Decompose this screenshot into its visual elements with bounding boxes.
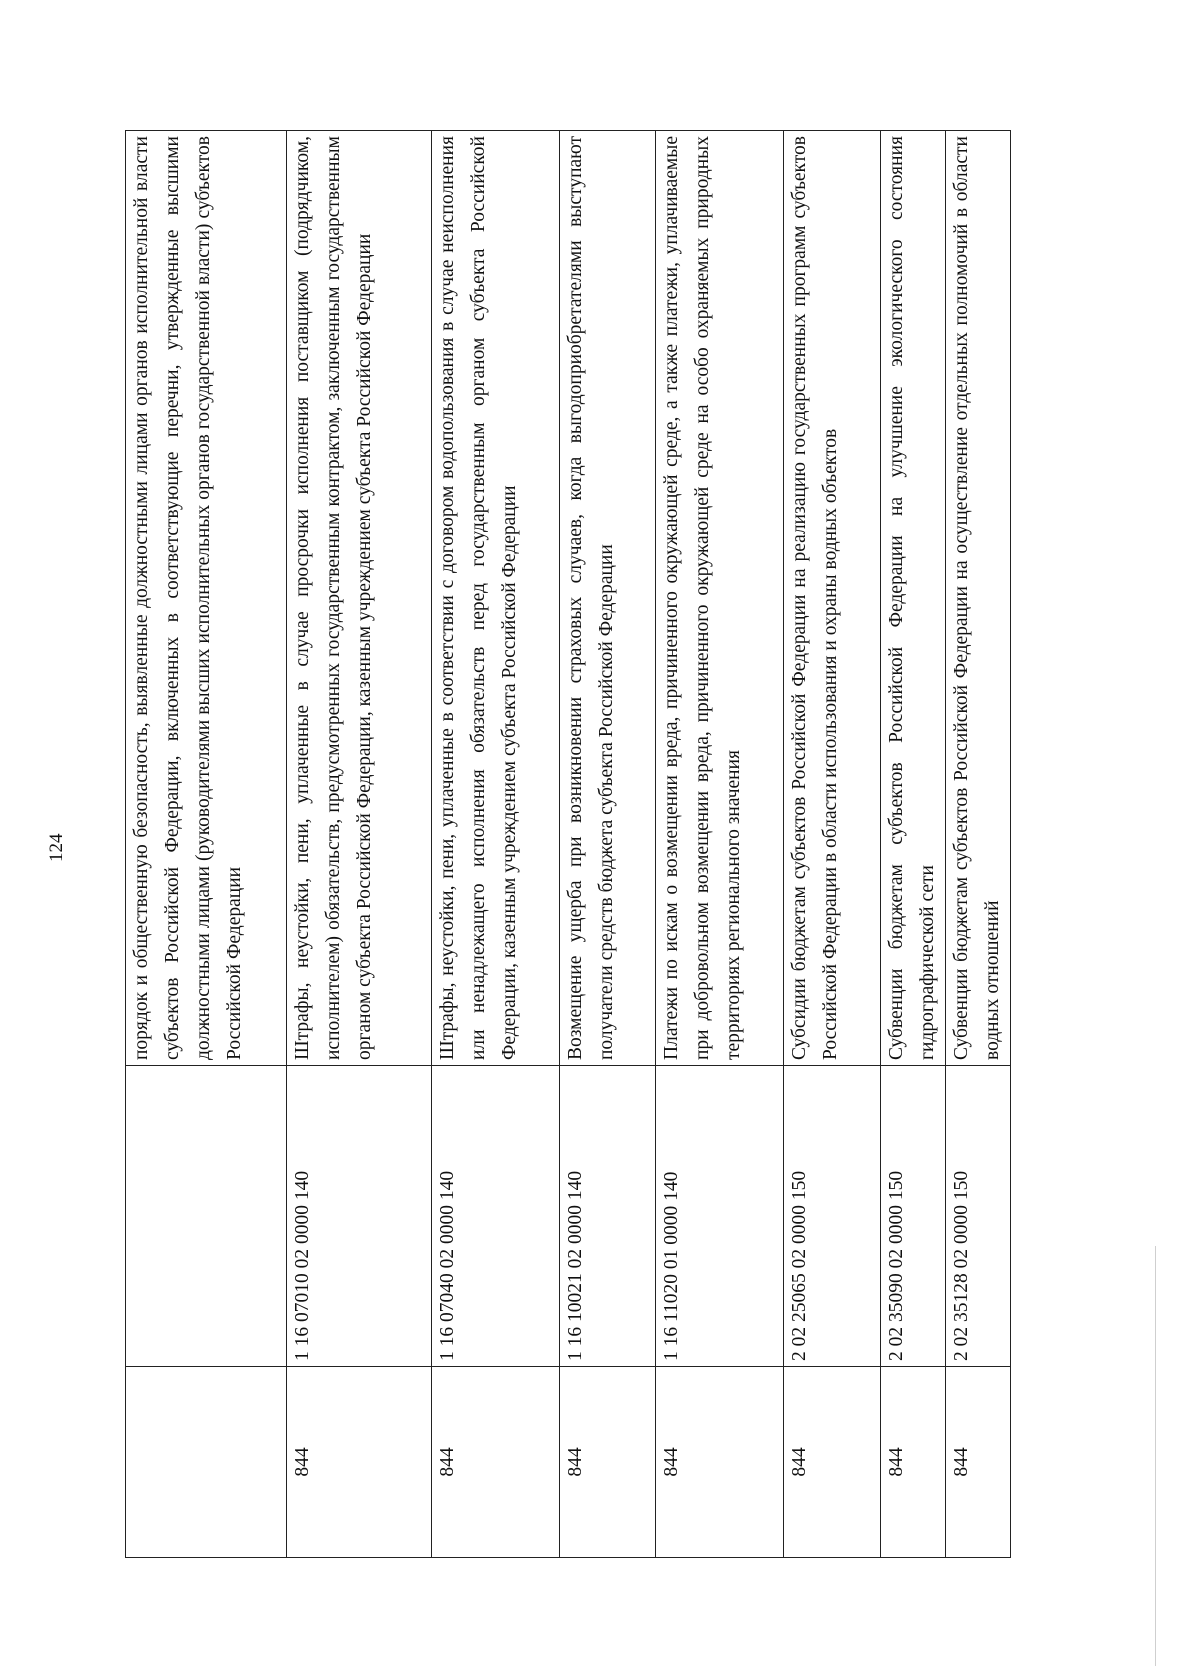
revenue-code-cell: 2 02 35128 02 0000 150: [946, 1066, 1011, 1367]
admin-code-cell: 844: [784, 1367, 881, 1558]
admin-code-cell: 844: [432, 1367, 560, 1558]
revenue-name-cell: Субвенции бюджетам субъектов Российской Федерации на улучшение экологического состояния гидрографической сети: [881, 131, 946, 1066]
revenue-name-cell: Субсидии бюджетам субъектов Российской Федерации на реализацию государственных программ субъектов Российской Федерации в области использования и охраны водных объектов: [784, 131, 881, 1066]
page-number: 124: [46, 833, 67, 862]
revenue-codes-table: [125, 130, 1011, 1558]
revenue-code-cell: 1 16 11020 01 0000 140: [656, 1066, 784, 1367]
revenue-code-cell: 1 16 07040 02 0000 140: [432, 1066, 560, 1367]
admin-code-cell: 844: [881, 1367, 946, 1558]
revenue-code-cell: 1 16 07010 02 0000 140: [287, 1066, 432, 1367]
table-row: [784, 131, 881, 1558]
revenue-name-cell: Возмещение ущерба при возникновении страховых случаев, когда выгодоприобретателями выступают получатели средств бюджета субъекта Российской Федерации: [560, 131, 656, 1066]
admin-code-cell: [126, 1367, 287, 1558]
admin-code-cell: 844: [946, 1367, 1011, 1558]
revenue-name-cell: порядок и общественную безопасность, выявленные должностными лицами органов исполнительной власти субъектов Российской Федерации, включенных в соответствующие перечни, утвержденные высшими должностными лицами (руководителями высших исполнительных органов государственной власти) субъектов Российской Федерации: [126, 131, 287, 1066]
revenue-name-cell: Субвенции бюджетам субъектов Российской Федерации на осуществление отдельных полномочий в области водных отношений: [946, 131, 1011, 1066]
scan-edge-line: [1155, 1246, 1156, 1666]
table-row: [946, 131, 1011, 1558]
table-row: [432, 131, 560, 1558]
table-row: [560, 131, 656, 1558]
rotated-page: [0, 122, 1200, 1672]
admin-code-cell: 844: [656, 1367, 784, 1558]
table-row: [126, 131, 287, 1558]
revenue-name-cell: Штрафы, неустойки, пени, уплаченные в соответствии с договором водопользования в случае неисполнения или ненадлежащего исполнения обязательств перед государственным органом субъекта Российской Федерации, казенным учреждением субъекта Российской Федерации: [432, 131, 560, 1066]
admin-code-cell: 844: [560, 1367, 656, 1558]
revenue-code-cell: 2 02 35090 02 0000 150: [881, 1066, 946, 1367]
revenue-code-cell: 2 02 25065 02 0000 150: [784, 1066, 881, 1367]
revenue-name-cell: Платежи по искам о возмещении вреда, причиненного окружающей среде, а также платежи, уплачиваемые при добровольном возмещении вреда, причиненного окружающей среде на особо охраняемых природных территориях регионального значения: [656, 131, 784, 1066]
admin-code-cell: 844: [287, 1367, 432, 1558]
table-row: [881, 131, 946, 1558]
table-row: [656, 131, 784, 1558]
revenue-code-cell: 1 16 10021 02 0000 140: [560, 1066, 656, 1367]
revenue-name-cell: Штрафы, неустойки, пени, уплаченные в случае просрочки исполнения поставщиком (подрядчиком, исполнителем) обязательств, предусмотренных государственным контрактом, заключенным государственным органом субъекта Российской Федерации, казенным учреждением субъекта Российской Федерации: [287, 131, 432, 1066]
revenue-code-cell: [126, 1066, 287, 1367]
table-row: [287, 131, 432, 1558]
